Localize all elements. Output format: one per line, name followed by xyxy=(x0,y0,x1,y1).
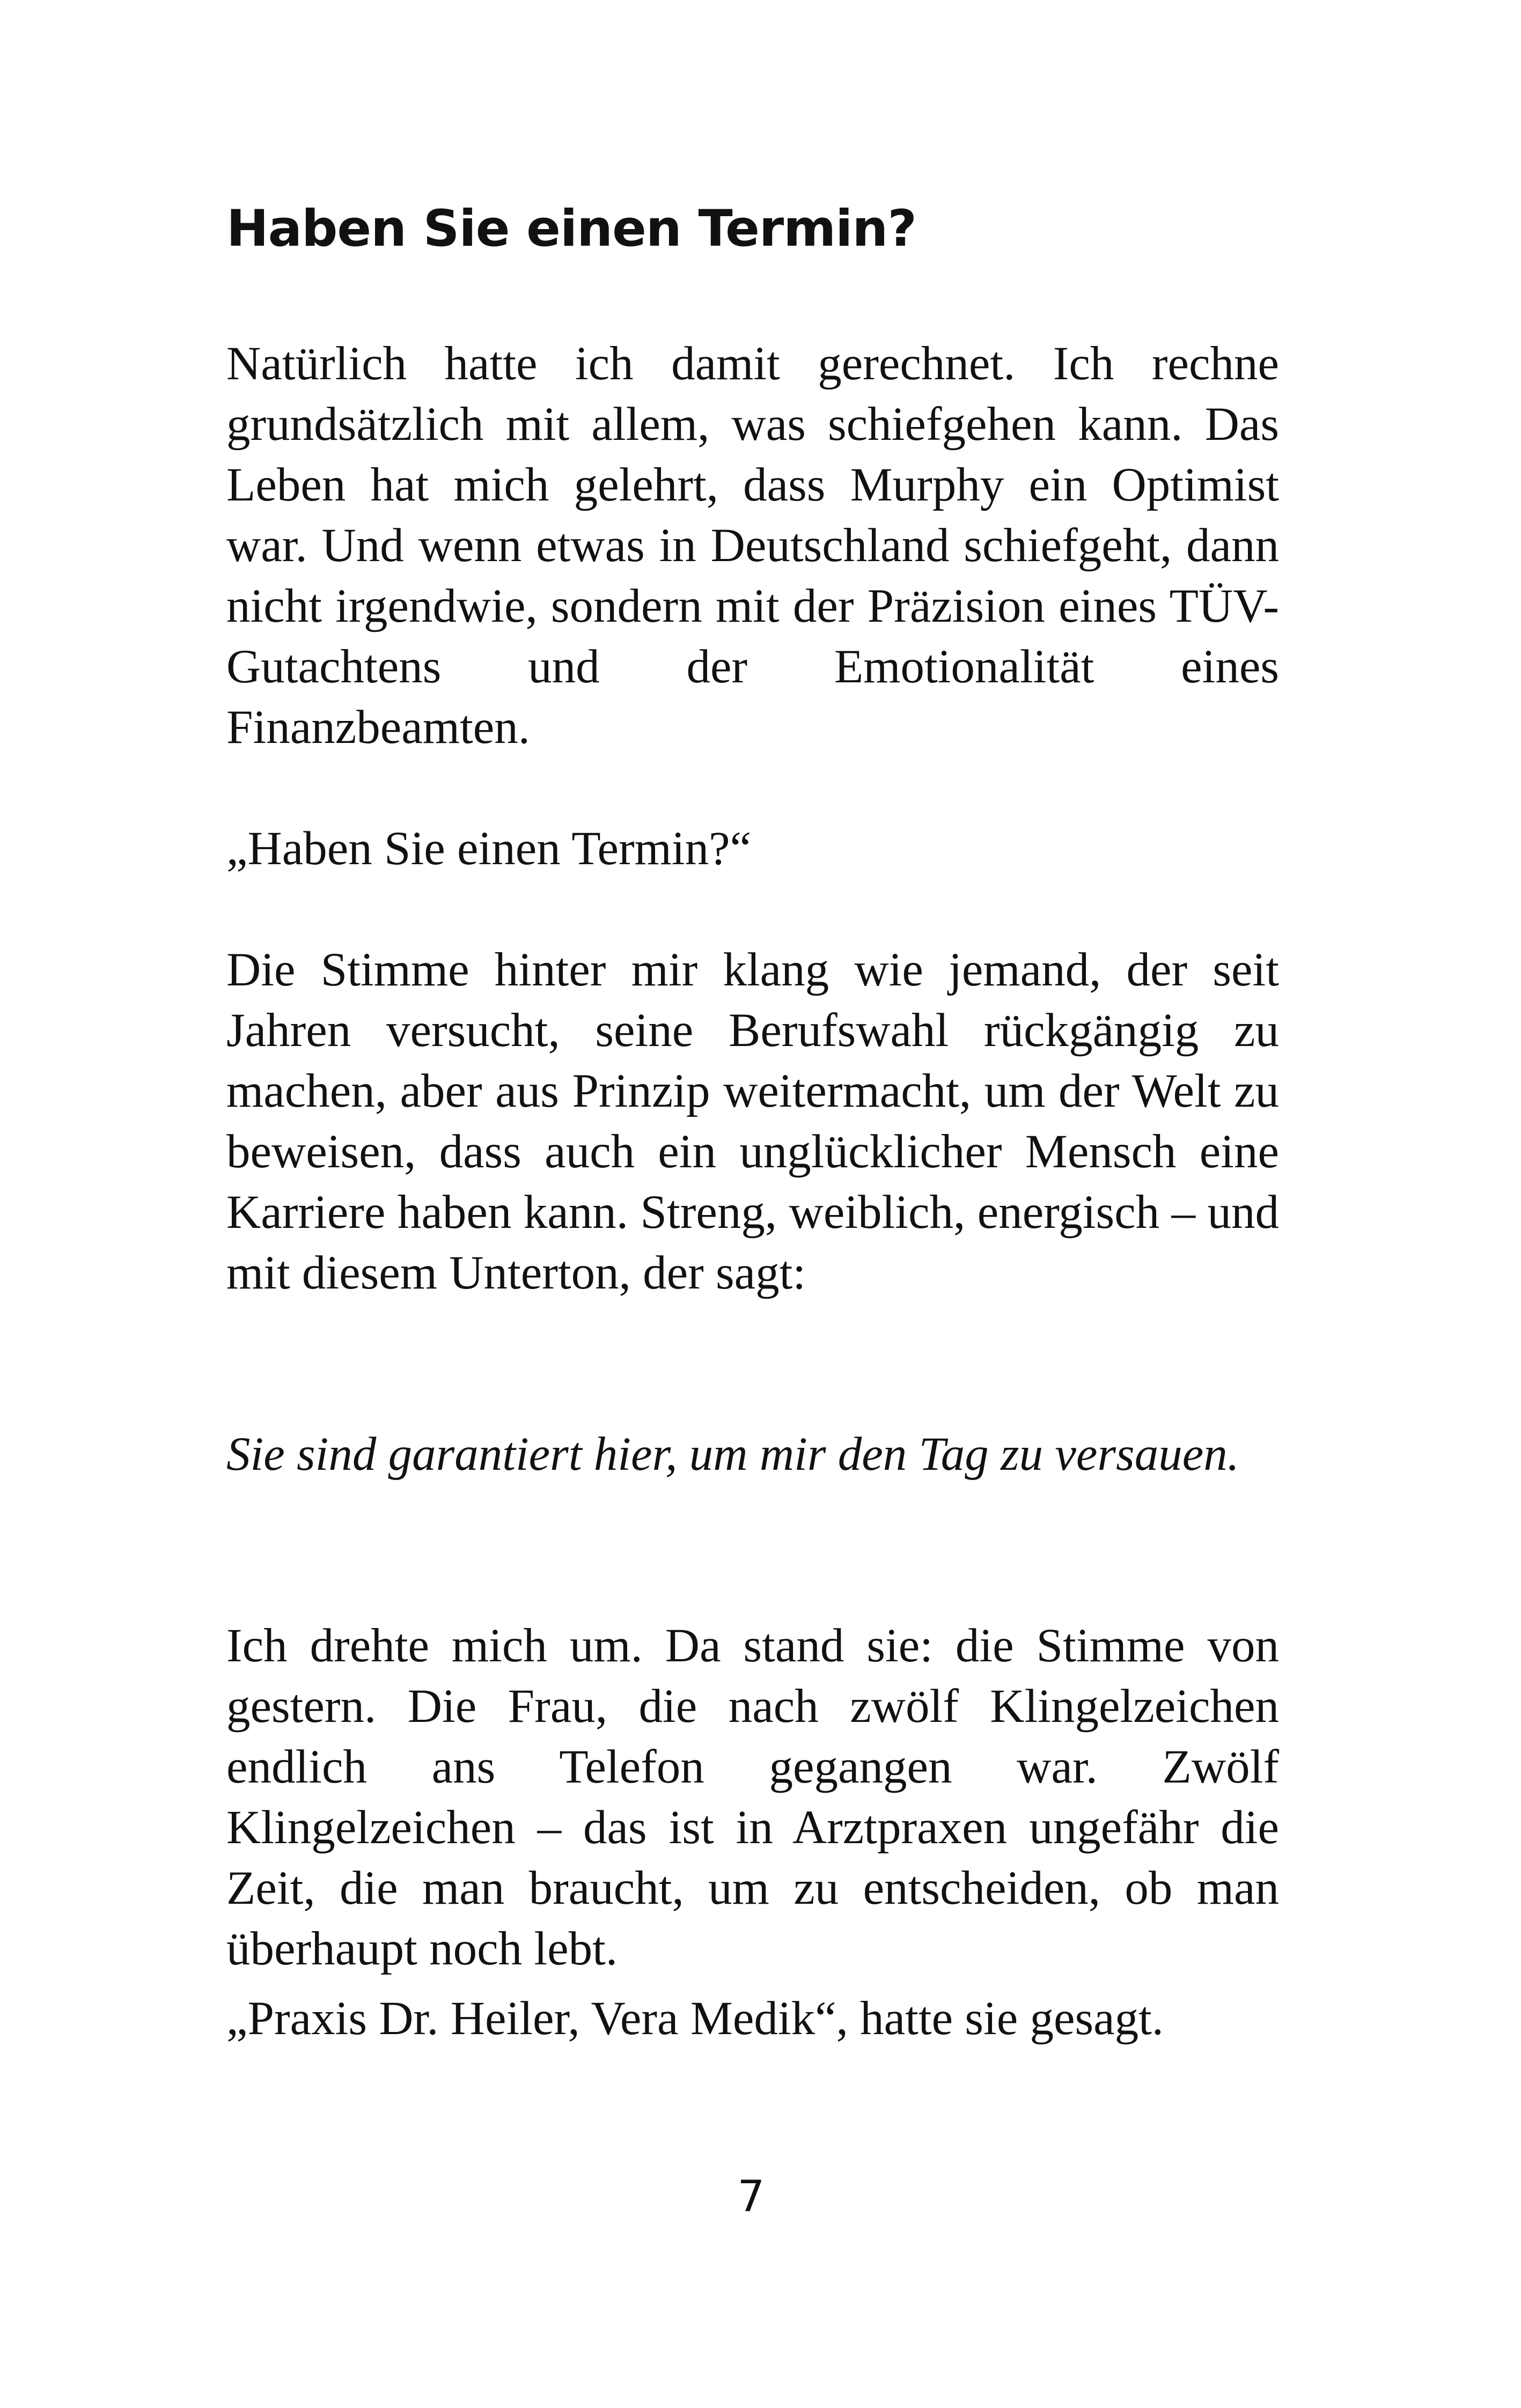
chapter-heading: Haben Sie einen Termin? xyxy=(226,200,916,258)
paragraph-stimme: Die Stimme hinter mir klang wie jemand, der seit Jahren versucht, seine Berufswahl rückgängig zu machen, aber aus Prinzip weitermacht, um der Welt zu beweisen, dass auch ein unglücklicher Mensch eine Karriere haben kann. Streng, weiblich, energisch – und mit diesem Unterton, der sagt: xyxy=(226,944,1279,1299)
page-number: 7 xyxy=(737,2171,765,2221)
dialogue-termin: „Haben Sie einen Termin?“ xyxy=(226,822,752,875)
paragraph-klingelzeichen: Ich drehte mich um. Da stand sie: die Stimme von gestern. Die Frau, die nach zwölf Klingelzeichen endlich ans Telefon gegangen war. Zwölf Klingelzeichen – das ist in Arztpraxen ungefähr die Zeit, die man braucht, um zu entscheiden, ob man überhaupt noch lebt. xyxy=(226,1619,1279,1975)
italic-thought: Sie sind garantiert hier, um mir den Tag zu versauen. xyxy=(226,1428,1239,1481)
paragraph-murphy: Natürlich hatte ich damit gerechnet. Ich rechne grundsätzlich mit allem, was schiefgehen kann. Das Leben hat mich gelehrt, dass Murphy ein Optimist war. Und wenn etwas in Deutschland schiefgeht, dann nicht irgendwie, sondern mit der Präzision eines TÜV-Gutachtens und der Emotionalität eines Finanzbeamten. xyxy=(226,337,1279,754)
dialogue-praxis: „Praxis Dr. Heiler, Vera Medik“, hatte sie gesagt. xyxy=(226,1992,1164,2045)
